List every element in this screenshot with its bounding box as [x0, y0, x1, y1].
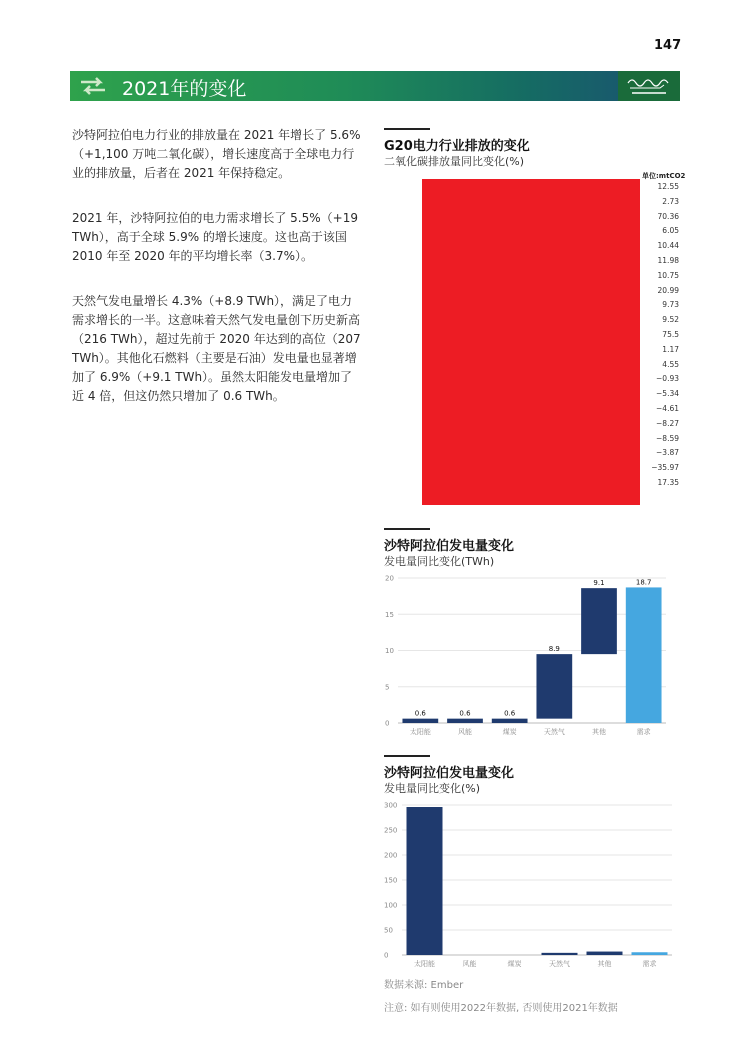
category-label: 其他: [597, 960, 612, 968]
g20-value: 20.99: [657, 285, 679, 295]
category-label: 风能: [462, 960, 477, 968]
twh-chart-title: 沙特阿拉伯发电量变化: [384, 539, 515, 554]
y-tick-label: 10: [385, 647, 394, 655]
bar: [587, 952, 623, 955]
y-tick-label: 20: [385, 574, 394, 583]
pct-chart-subtitle: 发电量同比变化(%): [384, 782, 481, 795]
category-label: 需求: [636, 728, 651, 736]
g20-value: 10.75: [657, 270, 679, 280]
twh-chart-subtitle: 发电量同比变化(TWh): [384, 555, 495, 568]
y-tick-label: 0: [384, 951, 389, 960]
g20-value-column: [643, 182, 681, 493]
y-tick-label: 100: [384, 901, 398, 910]
g20-value: 4.55: [662, 359, 679, 369]
bar: [632, 952, 668, 955]
category-label: 煤炭: [502, 728, 517, 736]
bar-data-label: 18.7: [635, 578, 652, 587]
y-tick-label: 15: [385, 610, 394, 619]
bar: [492, 719, 528, 723]
g20-value: 2.73: [662, 196, 679, 206]
g20-value: 1.17: [662, 344, 679, 354]
g20-value: −4.61: [656, 403, 679, 413]
pct-chart-title: 沙特阿拉伯发电量变化: [384, 766, 515, 781]
bar-data-label: 9.1: [593, 579, 605, 588]
chart-title-rule: [384, 128, 430, 130]
g20-value: −0.93: [656, 374, 679, 384]
data-note: 注意: 如有则使用2022年数据, 否则使用2021年数据: [384, 1003, 618, 1014]
bar-data-label: 0.6: [504, 709, 516, 718]
category-label: 需求: [642, 960, 657, 968]
y-tick-label: 250: [384, 826, 398, 835]
category-label: 风能: [458, 728, 472, 736]
bar: [581, 588, 617, 654]
bar: [542, 953, 578, 955]
saudi-flag-icon: [618, 71, 680, 101]
category-label: 煤炭: [507, 960, 522, 968]
g20-value: −35.97: [651, 463, 679, 473]
g20-value: 6.05: [662, 226, 679, 236]
bar: [626, 587, 662, 723]
g20-value: −8.59: [656, 433, 679, 443]
g20-value: 11.98: [657, 255, 679, 265]
g20-value: −3.87: [656, 448, 679, 458]
paragraph-gas: 天然气发电量增长 4.3%（+8.9 TWh），满足了电力需求增长的一半。这意味着天然气发电量创下历史新高（216 TWh），超过先前于 2020 年达到的高位（207 TWh）。其他化石燃料（主要是石油）发电量也显著增加了 6.9%（+9.1 TWh）。虽然太阳能发电量增加了近 4 倍，但这仍然只增加了 0.6 TWh。: [72, 294, 361, 403]
g20-unit-label: 单位:mtCO2: [642, 172, 686, 180]
chart-title-rule: [384, 528, 430, 530]
category-label: 太阳能: [414, 960, 435, 968]
g20-value: 9.73: [662, 300, 679, 310]
g20-value: 75.5: [662, 329, 679, 339]
section-banner: [70, 71, 680, 101]
y-tick-label: 150: [384, 876, 398, 885]
category-label: 其他: [592, 728, 606, 736]
paragraph-demand: 2021 年，沙特阿拉伯的电力需求增长了 5.5%（+19 TWh），高于全球 5.9% 的增长速度。这也高于该国 2010 年至 2020 年的平均增长率（3.7%）。: [72, 211, 358, 263]
y-tick-label: 50: [384, 926, 393, 935]
g20-chart-subtitle: 二氧化碳排放量同比变化(%): [384, 155, 525, 168]
y-tick-label: 5: [385, 683, 390, 692]
bar: [402, 719, 438, 723]
category-label: 天然气: [543, 728, 565, 736]
y-tick-label: 300: [384, 801, 398, 810]
y-tick-label: 0: [385, 719, 390, 728]
g20-value: 17.35: [657, 477, 679, 487]
chart-title-rule: [384, 755, 430, 757]
g20-chart-title: G20电力行业排放的变化: [384, 139, 530, 154]
section-title: 2021年的变化: [122, 78, 247, 100]
bar: [536, 654, 572, 719]
paragraph-emissions: 沙特阿拉伯电力行业的排放量在 2021 年增长了 5.6%（+1,100 万吨二氧化碳），增长速度高于全球电力行业的排放量，后者在 2021 年保持稳定。: [72, 128, 361, 180]
g20-value: 70.36: [657, 211, 679, 221]
y-tick-label: 200: [384, 851, 398, 860]
bar: [447, 719, 483, 723]
bar-data-label: 0.6: [414, 709, 426, 718]
g20-value: −8.27: [656, 418, 679, 428]
g20-value: 10.44: [657, 241, 679, 251]
g20-value: 12.55: [657, 182, 679, 191]
bar-data-label: 0.6: [459, 709, 471, 718]
data-source: 数据来源: Ember: [384, 980, 464, 991]
g20-chart-area: [422, 179, 640, 505]
swap-arrows-icon: [78, 76, 108, 96]
page-number: 147: [654, 38, 682, 53]
g20-value: −5.34: [656, 389, 679, 399]
bar-data-label: 8.9: [548, 645, 560, 654]
category-label: 太阳能: [409, 728, 431, 736]
bar: [407, 807, 443, 955]
category-label: 天然气: [549, 960, 570, 968]
g20-value: 9.52: [662, 315, 679, 325]
